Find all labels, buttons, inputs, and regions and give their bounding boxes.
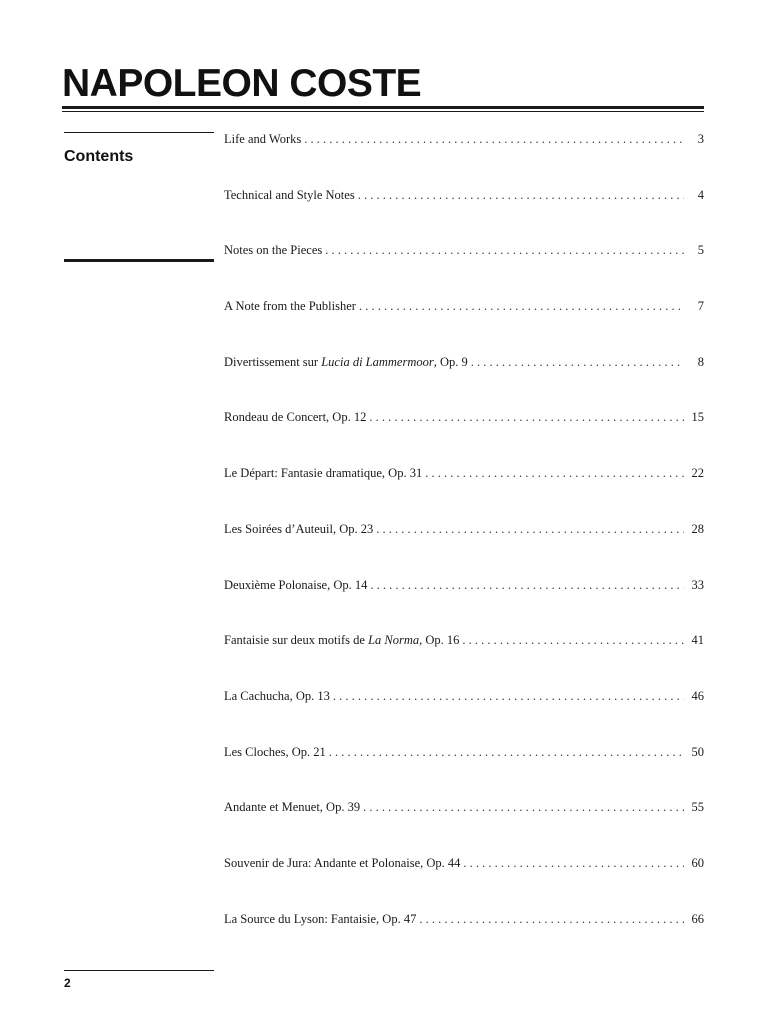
toc-title-text: , Op. 9 [433, 354, 468, 369]
toc-entry[interactable] [224, 295, 704, 351]
toc-entry-title [224, 351, 471, 373]
toc-leader-dots [358, 184, 684, 206]
toc-entry-page: 50 [691, 744, 704, 759]
toc-leader-dots [363, 796, 684, 818]
toc-entry-title: La Source du Lyson: Fantaisie, Op. 47 [224, 911, 417, 926]
toc-leader-dots [325, 239, 684, 261]
toc-entry[interactable] [224, 796, 704, 852]
toc-entry-title [224, 629, 462, 651]
toc-entry-page: 55 [691, 800, 704, 815]
toc-entry-page: 15 [691, 410, 704, 425]
toc-entry-title: Rondeau de Concert, Op. 12 [224, 410, 367, 425]
toc-leader-dots [376, 518, 684, 540]
toc-entry-title: Souvenir de Jura: Andante et Polonaise, Op. 44 [224, 855, 461, 870]
toc-leader-dots [462, 629, 684, 651]
toc-entry-page: 8 [697, 354, 704, 369]
toc-entry-title: Deuxième Polonaise, Op. 14 [224, 577, 368, 592]
footer-rule [64, 970, 214, 971]
toc-entry-title: Les Soirées d’Auteuil, Op. 23 [224, 521, 374, 536]
title-rule-thick [62, 106, 704, 109]
sidebar-top-rule [64, 132, 214, 133]
toc-leader-dots [471, 351, 684, 373]
toc-leader-dots [425, 462, 684, 484]
toc-entry-title: Les Cloches, Op. 21 [224, 744, 326, 759]
toc-entry-title: Andante et Menuet, Op. 39 [224, 800, 361, 815]
page-title: NAPOLEON COSTE [62, 62, 422, 105]
toc-entry-title: A Note from the Publisher [224, 299, 356, 314]
toc-entry[interactable] [224, 184, 704, 240]
title-rule-thin [62, 111, 704, 112]
toc-leader-dots [329, 741, 684, 763]
toc-entry-page: 28 [691, 521, 704, 536]
toc-entry-page: 41 [691, 633, 704, 648]
toc-entry[interactable] [224, 852, 704, 908]
sidebar-bottom-rule [64, 259, 214, 262]
toc-entry[interactable] [224, 685, 704, 741]
toc-title-text: , Op. 16 [419, 633, 460, 648]
toc-leader-dots [369, 406, 684, 428]
toc-entry-page: 4 [697, 187, 704, 202]
toc-entry-page: 66 [691, 911, 704, 926]
toc-entry[interactable] [224, 128, 704, 184]
toc-entry[interactable] [224, 908, 704, 964]
toc-leader-dots [304, 128, 684, 150]
toc-entry[interactable] [224, 406, 704, 462]
toc-entry[interactable] [224, 239, 704, 295]
toc-title-italic: La Norma [368, 633, 420, 648]
toc-entry-page: 60 [691, 855, 704, 870]
toc-entry-title: Le Départ: Fantasie dramatique, Op. 31 [224, 466, 423, 481]
toc-leader-dots [333, 685, 684, 707]
toc-entry[interactable] [224, 518, 704, 574]
toc-entry-page: 5 [697, 243, 704, 258]
toc-entry[interactable] [224, 574, 704, 630]
toc-entry[interactable] [224, 462, 704, 518]
toc-entry-title: Technical and Style Notes [224, 187, 355, 202]
toc-title-text: Divertissement sur [224, 354, 322, 369]
table-of-contents [224, 128, 704, 963]
toc-entry[interactable] [224, 351, 704, 407]
toc-entry[interactable] [224, 629, 704, 685]
toc-title-italic: Lucia di Lammermoor [321, 354, 434, 369]
toc-entry-page: 7 [697, 299, 704, 314]
toc-entry-title: La Cachucha, Op. 13 [224, 688, 330, 703]
toc-leader-dots [359, 295, 684, 317]
toc-entry-title: Notes on the Pieces [224, 243, 323, 258]
toc-leader-dots [419, 908, 684, 930]
toc-entry-page: 33 [691, 577, 704, 592]
toc-entry[interactable] [224, 741, 704, 797]
toc-title-text: Fantaisie sur deux motifs de [224, 633, 369, 648]
toc-entry-page: 22 [691, 466, 704, 481]
toc-entry-title: Life and Works [224, 132, 302, 146]
contents-heading: Contents [64, 148, 134, 165]
page-number: 2 [64, 976, 71, 990]
toc-leader-dots [370, 574, 684, 596]
toc-entry-page: 46 [691, 688, 704, 703]
toc-entry-page: 3 [697, 132, 704, 146]
toc-leader-dots [463, 852, 684, 874]
